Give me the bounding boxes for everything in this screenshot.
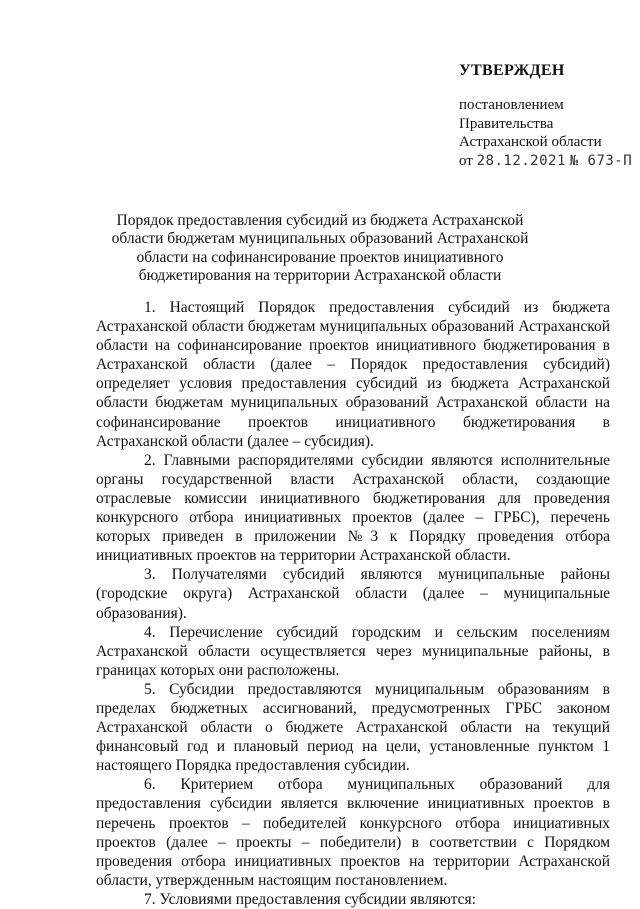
paragraph-1: 1. Настоящий Порядок предоставления субсидий из бюджета Астраханской области бюджетам муниципальных образований Астраханской области на софинансирование проектов инициативного бюджетирования в Астраханской области (далее – Порядок предоставления субсидий) определяет условия предоставления субсидий из бюджета Астраханской области бюджетам муниципальных образований Астраханской области на софинансирование проектов инициативного бюджетирования в Астраханской области (далее – субсидия). bbox=[96, 299, 610, 450]
number-stamp: № 673-П bbox=[569, 152, 633, 169]
approval-line-1: постановлением bbox=[459, 97, 564, 113]
date-prefix: от bbox=[459, 152, 473, 169]
document-body bbox=[96, 298, 610, 909]
approval-line-3: Астраханской области bbox=[459, 134, 602, 150]
paragraph-2: 2. Главными распорядителями субсидии являются исполнительные органы государственной власти Астраханской области, создающие отраслевые комиссии инициативного бюджетирования для проведения конкурсного отбора инициативных проектов (далее – ГРБС), перечень которых приведен в приложении №3 к Порядку проведения отбора инициативных проектов на территории Астраханской области. bbox=[96, 451, 610, 565]
paragraph-3: 3. Получателями субсидий являются муниципальные районы (городские округа) Астраханской области (далее – муниципальные образования). bbox=[96, 566, 610, 622]
paragraph-6: 6. Критерием отбора муниципальных образований для предоставления субсидии является включение инициативных проектов в перечень проектов – победителей конкурсного отбора инициативных проектов (далее – проекты – победители) в соответствии с Порядком проведения отбора инициативных проектов на территории Астраханской области, утвержденным настоящим постановлением. bbox=[96, 776, 610, 889]
approval-heading: УТВЕРЖДЕН bbox=[459, 62, 565, 79]
approval-line-2: Правительства bbox=[459, 115, 554, 132]
approval-block bbox=[459, 62, 632, 170]
date-stamp: 28.12.2021 bbox=[476, 152, 566, 169]
document-title: Порядок предоставления субсидий из бюджета Астраханской области бюджетам муниципальных образований Астраханской области на софинансирование проектов инициативного бюджетирования на территории Астраханской области bbox=[111, 212, 529, 285]
paragraph-4: 4. Перечисление субсидий городским и сельским поселениям Астраханской области осуществляется через муниципальные районы, в границах которых они расположены. bbox=[96, 623, 610, 679]
approval-date-line bbox=[459, 152, 632, 171]
paragraph-7: 7. Условиями предоставления субсидии являются: bbox=[144, 890, 476, 908]
paragraph-5: 5. Субсидии предоставляются муниципальным образованиям в пределах бюджетных ассигнований, предусмотренных ГРБС законом Астраханской области о бюджете Астраханской области на текущий финансовый год и плановый период на цели, установленные пунктом 1 настоящего Порядка предоставления субсидии. bbox=[96, 680, 610, 775]
